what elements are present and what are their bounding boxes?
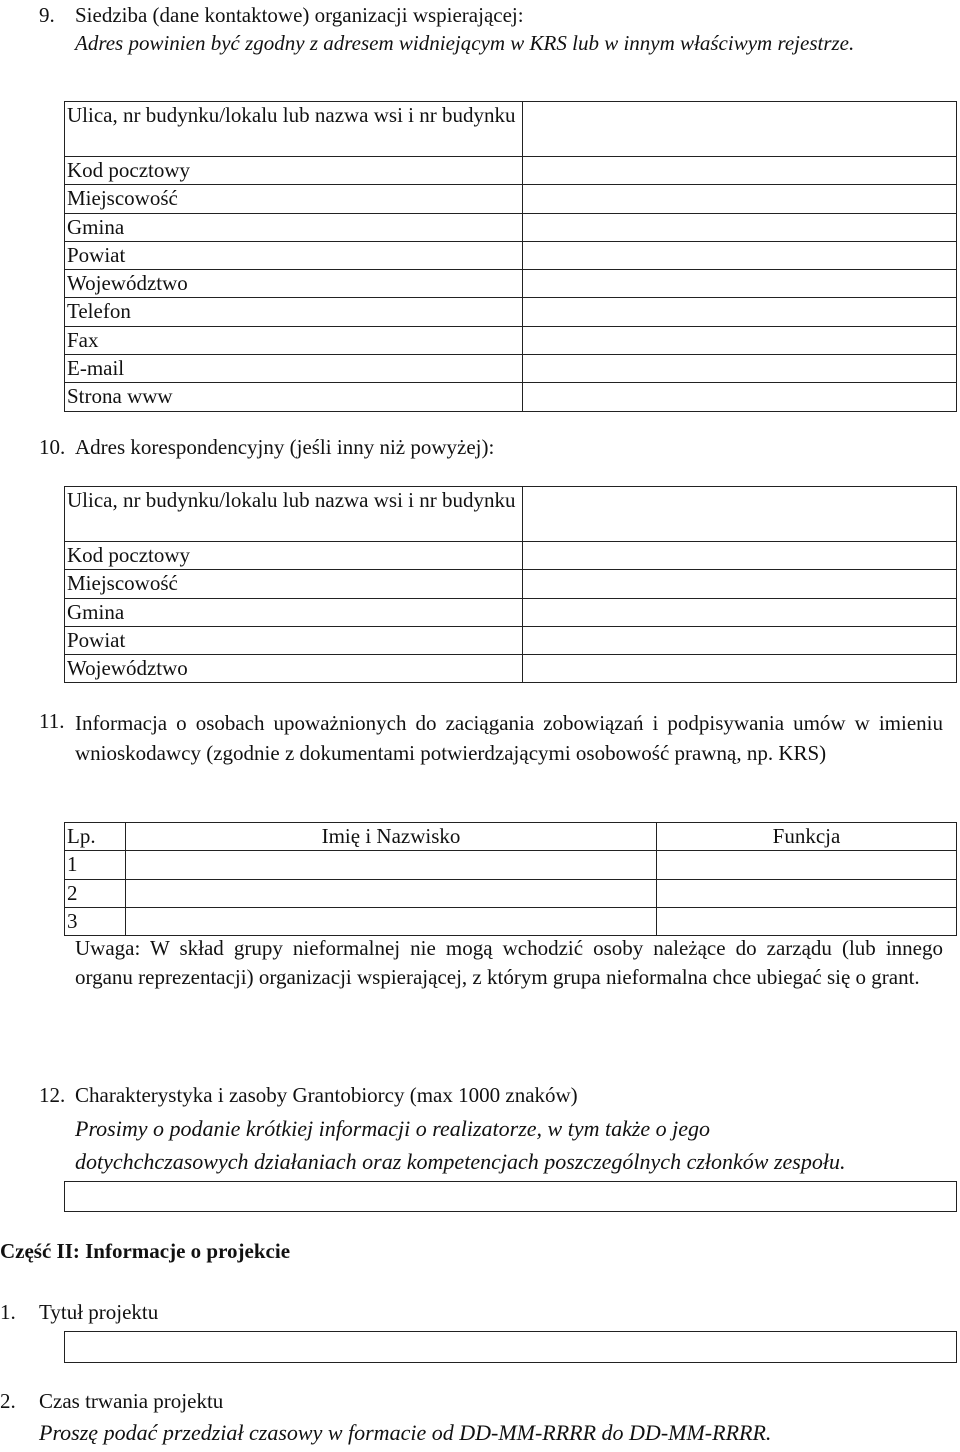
section-9-address-table bbox=[64, 101, 957, 412]
section-9-label-fax: Fax bbox=[65, 326, 523, 354]
section-10-label-street: Ulica, nr budynku/lokalu lub nazwa wsi i nr budynku bbox=[65, 487, 523, 542]
section-10-label-commune: Gmina bbox=[65, 598, 523, 626]
section-9-value-province[interactable] bbox=[523, 270, 957, 298]
section-9-label-email: E-mail bbox=[65, 355, 523, 383]
section-12-note-line2: dotychchczasowych działaniach oraz kompetencjach poszczególnych członków zespołu. bbox=[75, 1149, 846, 1174]
row-function-cell[interactable] bbox=[657, 851, 957, 879]
part-2-item-2-number: 2. bbox=[0, 1389, 16, 1413]
part-2-item-1-number: 1. bbox=[0, 1300, 16, 1324]
row-number: 2 bbox=[65, 879, 126, 907]
section-9-title: Siedziba (dane kontaktowe) organizacji wspierającej: bbox=[75, 3, 524, 27]
section-12-number: 12. bbox=[39, 1083, 66, 1107]
section-10-value-commune[interactable] bbox=[523, 598, 957, 626]
project-duration-label: Czas trwania projektu bbox=[39, 1389, 224, 1413]
section-9-value-website[interactable] bbox=[523, 383, 957, 411]
section-12-note-line1: Prosimy o podanie krótkiej informacji o realizatorze, w tym także o jego bbox=[75, 1116, 711, 1141]
row-name-cell[interactable] bbox=[126, 907, 657, 935]
section-9-value-city[interactable] bbox=[523, 185, 957, 213]
section-10-value-province[interactable] bbox=[523, 655, 957, 683]
section-9-label-commune: Gmina bbox=[65, 213, 523, 241]
section-10-label-province: Województwo bbox=[65, 655, 523, 683]
section-9-value-phone[interactable] bbox=[523, 298, 957, 326]
section-12-title: Charakterystyka i zasoby Grantobiorcy (max 1000 znaków) bbox=[75, 1083, 578, 1107]
section-10-number: 10. bbox=[39, 435, 66, 459]
section-9-value-district[interactable] bbox=[523, 241, 957, 269]
section-10-address-table bbox=[64, 486, 957, 683]
table-row bbox=[65, 879, 957, 907]
project-duration-note: Proszę podać przedział czasowy w formacie od DD-MM-RRRR do DD-MM-RRRR. bbox=[39, 1420, 772, 1445]
section-10-label-district: Powiat bbox=[65, 626, 523, 654]
section-10-value-city[interactable] bbox=[523, 570, 957, 598]
section-9-label-province: Województwo bbox=[65, 270, 523, 298]
row-function-cell[interactable] bbox=[657, 907, 957, 935]
section-10-value-street[interactable] bbox=[523, 487, 957, 542]
section-9-label-street: Ulica, nr budynku/lokalu lub nazwa wsi i nr budynku bbox=[65, 102, 523, 157]
section-9-value-commune[interactable] bbox=[523, 213, 957, 241]
table-header-name: Imię i Nazwisko bbox=[126, 823, 657, 851]
section-10-label-city: Miejscowość bbox=[65, 570, 523, 598]
section-9-note: Adres powinien być zgodny z adresem widniejącym w KRS lub w innym właściwym rejestrze. bbox=[75, 31, 855, 55]
table-row bbox=[65, 907, 957, 935]
section-10-value-postcode[interactable] bbox=[523, 542, 957, 570]
section-9-number: 9. bbox=[39, 3, 55, 27]
section-9-value-postcode[interactable] bbox=[523, 157, 957, 185]
row-function-cell[interactable] bbox=[657, 879, 957, 907]
section-11-number: 11. bbox=[39, 709, 65, 733]
section-9-label-phone: Telefon bbox=[65, 298, 523, 326]
section-11-title: Informacja o osobach upoważnionych do zaciągania zobowiązań i podpisywania umów w imieniu wnioskodawcy (zgodnie z dokumentami potwierdzającymi osobowość prawną, np. KRS) bbox=[75, 711, 943, 765]
section-10-label-postcode: Kod pocztowy bbox=[65, 542, 523, 570]
section-9-label-district: Powiat bbox=[65, 241, 523, 269]
row-number: 1 bbox=[65, 851, 126, 879]
section-10-title: Adres korespondencyjny (jeśli inny niż powyżej): bbox=[75, 435, 495, 459]
section-9-value-email[interactable] bbox=[523, 355, 957, 383]
section-10-value-district[interactable] bbox=[523, 626, 957, 654]
project-title-label: Tytuł projektu bbox=[39, 1300, 159, 1324]
section-9-value-street[interactable] bbox=[523, 102, 957, 157]
section-9-label-website: Strona www bbox=[65, 383, 523, 411]
part-2-heading: Część II: Informacje o projekcie bbox=[0, 1239, 291, 1263]
authorized-persons-table bbox=[64, 822, 957, 936]
row-name-cell[interactable] bbox=[126, 851, 657, 879]
section-9-label-city: Miejscowość bbox=[65, 185, 523, 213]
row-number: 3 bbox=[65, 907, 126, 935]
table-row bbox=[65, 851, 957, 879]
project-title-field[interactable] bbox=[64, 1331, 957, 1363]
section-11-warning: Uwaga: W skład grupy nieformalnej nie mogą wchodzić osoby należące do zarządu (lub innego organu reprezentacji) organizacji wspierającej, z którym grupa nieformalna chce ubiegać się o grant. bbox=[75, 936, 943, 989]
table-header-lp: Lp. bbox=[65, 823, 126, 851]
grantee-description-field[interactable] bbox=[64, 1181, 957, 1212]
section-9-label-postcode: Kod pocztowy bbox=[65, 157, 523, 185]
table-header-function: Funkcja bbox=[657, 823, 957, 851]
row-name-cell[interactable] bbox=[126, 879, 657, 907]
section-9-value-fax[interactable] bbox=[523, 326, 957, 354]
